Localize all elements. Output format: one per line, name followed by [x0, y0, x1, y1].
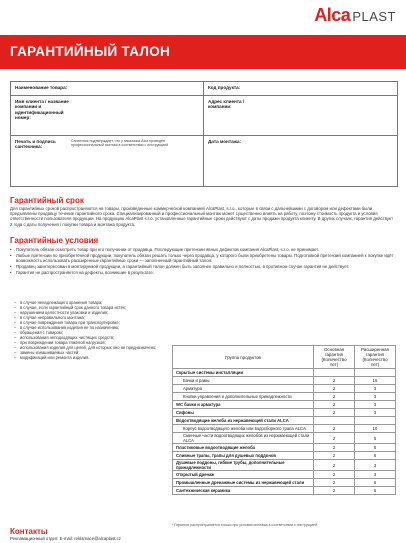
extended-warranty-cell: 3 [355, 385, 396, 393]
list-item: – при повреждении товара тяжёлой нагрузкой; [16, 340, 166, 345]
extended-warranty-cell: 6 [355, 479, 396, 487]
table-footnote: * Гарантия распространяется только при условии монтажа в соответствии с инструкцией [172, 523, 317, 527]
product-group-cell: Кнопки управления и дополнительные принадлежности [173, 393, 314, 401]
contacts-heading: Контакты [10, 527, 48, 536]
product-group-cell: Сифоны [173, 409, 314, 417]
list-item: – замены изнашиваемых частей; [16, 350, 166, 355]
extended-warranty-cell: 15 [355, 377, 396, 385]
logo-plast-text: PLAST [352, 9, 396, 24]
table-row [173, 425, 396, 433]
basic-warranty-cell: 2 [314, 433, 355, 444]
contacts-text: Рекламационный отдел: E-mail: reklamace@alcaplast.cz [10, 536, 121, 541]
conditions-sublist [16, 300, 166, 360]
list-item: – обращения с товаром; [16, 330, 166, 335]
table-header-basic: Основная гарантия (Количество лет) [314, 346, 355, 369]
list-item: – в случае использования изделия не по назначению; [16, 325, 166, 330]
product-group-cell: Душевые поддоны, гибкие трубы, дополнительные принадлежности [173, 460, 314, 471]
table-row [173, 433, 396, 444]
list-item: – нарушением целостности упаковки и изделия; [16, 310, 166, 315]
list-item: • Продавец заинтересован в монтируемой продукции, а гарантийный талон должен быть заполнен правильно и полностью, в противном случае гарантия не действует. [10, 264, 396, 269]
warranty-periods-table [172, 345, 396, 495]
table-row [173, 471, 396, 479]
basic-warranty-cell: 2 [314, 471, 355, 479]
table-header-group: Группа продуктов [173, 346, 314, 369]
basic-warranty-cell: 2 [314, 444, 355, 452]
table-header-row [173, 346, 396, 369]
list-item: • Покупатель обязан осмотреть товар при его получении от продавца. Последующие претензии явных дефектов компания AlcaPlast, s.r.o. не принимает. [10, 247, 396, 252]
table-body [173, 369, 396, 495]
table-row [173, 487, 396, 495]
warranty-term-text: Для гарантийных сроков распространяются на товары, произведенные коммерческой компанией AlcaPlast, s.r.o., которые в связи с дальнейшими с договором или дефектами были предъявлены продавцу течение гарантийного срока. Специализированный и профессиональный монтаж может существенно влиять на работу, поэтому стоимость продукта и условия ответственности пользователя продукции. На продукцию AlcaPlast s.r.o. установленные гарантийные сроки действуют с даты продажи продукта клиенту. В других случаях, гарантия действует 2 года с даты получения / покупки товара и монтажа продукта. [10, 206, 394, 227]
list-item: • Любые претензии по приобретённой продукции, покупатель обязан решать только через продавца, у которого были приобретены товары. Подготовкой претензий компанией к покупке идёт возможность использовать расширенные гарантийные сроки — заполненный гарантийный талон. [10, 253, 396, 263]
product-code-label: Код продукта: [208, 85, 241, 90]
list-item: – использования неподходящих чистящих средств; [16, 335, 166, 340]
client-name-field[interactable] [11, 96, 204, 136]
basic-warranty-cell: 2 [314, 460, 355, 471]
install-date-field[interactable] [204, 136, 397, 186]
table-row [173, 409, 396, 417]
table-row [173, 385, 396, 393]
table-row [173, 401, 396, 409]
product-group-cell: Корпус водоотводящего желоба или водосборного трапа ALCA [173, 425, 314, 433]
table-row [173, 393, 396, 401]
list-item: – в случае неправильного монтажа; [16, 315, 166, 320]
extended-warranty-cell: 5 [355, 444, 396, 452]
extended-warranty-cell: 5 [355, 487, 396, 495]
basic-warranty-cell: 2 [314, 487, 355, 495]
product-group-cell: Пластиковые водоотводящие желоба [173, 444, 314, 452]
product-group-cell: Бачки и рамы [173, 377, 314, 385]
client-address-field[interactable] [204, 96, 397, 136]
product-group-cell: Сантехническая керамика [173, 487, 314, 495]
seller-note: Сантехник подтверждает, что у заказчика Alca проведён профессиональный монтаж в соответствии с инструкцией [71, 139, 169, 148]
table-row [173, 377, 396, 385]
extended-warranty-cell: 3 [355, 409, 396, 417]
table-row [173, 444, 396, 452]
list-item: – в случае, если гарантийный срок данного товара истёк; [16, 305, 166, 310]
extended-warranty-cell: 10 [355, 425, 396, 433]
basic-warranty-cell: 2 [314, 425, 355, 433]
install-date-label: Дата монтажа: [208, 139, 242, 144]
list-item: – использования изделия для целей, для которых оно не предназначено; [16, 345, 166, 350]
basic-warranty-cell: 2 [314, 479, 355, 487]
basic-warranty-cell: 2 [314, 377, 355, 385]
table-row [173, 460, 396, 471]
extended-warranty-cell [355, 417, 396, 425]
basic-warranty-cell: 2 [314, 409, 355, 417]
basic-warranty-cell: 2 [314, 393, 355, 401]
product-group-cell: Сливные трапы, трапы для душевых поддонов [173, 452, 314, 460]
product-code-field[interactable] [204, 82, 397, 96]
product-group-cell: WC бачки и арматура [173, 401, 314, 409]
conditions-list [10, 247, 396, 276]
client-name-label: Имя клиента / название компании и идентификационный номер: [15, 99, 69, 121]
extended-warranty-cell: 3 [355, 393, 396, 401]
list-item: – в случае ненадлежащего хранения товара; [16, 300, 166, 305]
extended-warranty-cell: 5 [355, 433, 396, 444]
extended-warranty-cell: 6 [355, 452, 396, 460]
seller-stamp-label: Печать и подпись сантехника: [15, 139, 56, 150]
table-row [173, 452, 396, 460]
extended-warranty-cell: 3 [355, 460, 396, 471]
table-row [173, 479, 396, 487]
table-header-extended: Расширенная гарантия (Количество лет) [355, 346, 396, 369]
product-name-label: Наименование товара: [15, 85, 68, 90]
page-title: ГАРАНТИЙНЫЙ ТАЛОН [10, 44, 171, 59]
product-group-cell: Промышленные дренажные системы из нержавеющей стали [173, 479, 314, 487]
logo-alca-text: Alca [314, 5, 351, 25]
table-row [173, 417, 396, 425]
warranty-term-heading: Гарантийный срок [10, 196, 84, 205]
warranty-form [10, 81, 398, 187]
product-group-cell: Водоотводящие желоба из нержавеющей стали ALCA [173, 417, 314, 425]
basic-warranty-cell: 2 [314, 385, 355, 393]
list-item: • Гарантия не распространяется на дефекты, возникшие в результате: [10, 270, 396, 275]
product-group-cell: Скрытые системы инсталляции [173, 369, 314, 377]
title-bar [0, 35, 406, 69]
list-item: – в случае повреждения товара при транспортировке; [16, 320, 166, 325]
conditions-heading: Гарантийные условия [10, 236, 99, 245]
product-group-cell: Арматура [173, 385, 314, 393]
basic-warranty-cell [314, 369, 355, 377]
basic-warranty-cell [314, 417, 355, 425]
client-address-label: Адрес клиента / компании: [208, 99, 245, 110]
basic-warranty-cell: 2 [314, 452, 355, 460]
basic-warranty-cell: 2 [314, 401, 355, 409]
product-name-field[interactable] [11, 82, 204, 96]
alcaplast-logo [314, 5, 396, 26]
extended-warranty-cell: 3 [355, 401, 396, 409]
extended-warranty-cell: 3 [355, 471, 396, 479]
product-group-cell: Сменные части водоотводящих желобов из нержавеющей стали ALCA [173, 433, 314, 444]
extended-warranty-cell [355, 369, 396, 377]
list-item: – модификаций или ремонта изделия. [16, 355, 166, 360]
product-group-cell: Открытый дренаж [173, 471, 314, 479]
table-row [173, 369, 396, 377]
